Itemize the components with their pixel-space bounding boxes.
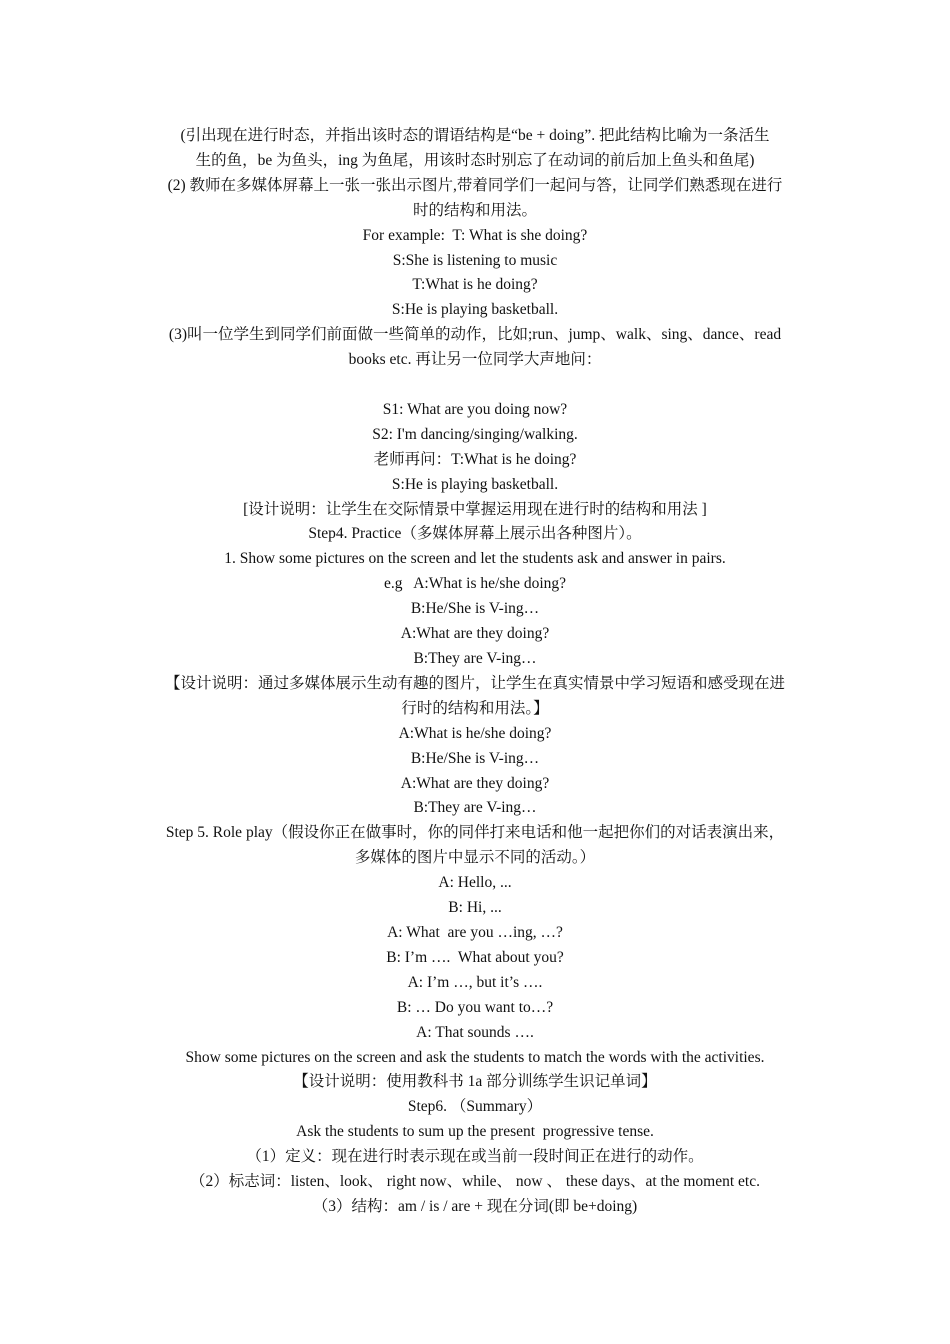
text-line: S:He is playing basketball. bbox=[391, 475, 559, 493]
text-line: 时的结构和用法。 bbox=[412, 201, 537, 219]
text-line: 【设计说明：通过多媒体展示生动有趣的图片，让学生在真实情景中学习短语和感受现在进 bbox=[164, 674, 785, 692]
text-line: S2: I'm dancing/singing/walking. bbox=[372, 425, 578, 443]
text-line: books etc. 再让另一位同学大声地问： bbox=[348, 351, 602, 369]
text-line: Step6. （Summary） bbox=[407, 1098, 543, 1116]
text-line: 行时的结构和用法。】 bbox=[401, 699, 549, 717]
text-line: A:What are they doing? bbox=[400, 625, 550, 643]
text-line: 【设计说明：使用教科书 1a 部分训练学生识记单词】 bbox=[293, 1073, 657, 1091]
text-line: A:What is he/she doing? bbox=[398, 724, 552, 742]
text-line: （3）结构：am / is / are + 现在分词(即 be+doing) bbox=[312, 1197, 638, 1215]
text-line: B: Hi, ... bbox=[448, 899, 502, 917]
text-line: （2）标志词：listen、look、 right now、while、 now 、 these days、at the moment etc. bbox=[190, 1173, 760, 1191]
text-line: e.g A:What is he/she doing? bbox=[383, 575, 567, 593]
text-line: （1）定义：现在进行时表示现在或当前一段时间正在进行的动作。 bbox=[246, 1148, 704, 1166]
text-line: S:She is listening to music bbox=[392, 251, 558, 269]
text-line: B: … Do you want to…? bbox=[396, 998, 554, 1016]
text-line: S:He is playing basketball. bbox=[391, 301, 559, 319]
text-line: Ask the students to sum up the present progressive tense. bbox=[296, 1123, 654, 1141]
text-line: A: I’m …, but it’s …. bbox=[407, 973, 543, 991]
text-line: For example: T: What is she doing? bbox=[362, 226, 588, 244]
text-line: A: Hello, ... bbox=[438, 874, 512, 892]
text-line: Step4. Practice（多媒体屏幕上展示出各种图片）。 bbox=[308, 525, 642, 543]
text-line: 多媒体的图片中显示不同的活动。） bbox=[354, 849, 596, 867]
text-line: (2) 教师在多媒体屏幕上一张一张出示图片,带着同学们一起问与答，让同学们熟悉现在进行 bbox=[167, 176, 783, 194]
text-line: Step 5. Role play（假设你正在做事时，你的同伴打来电话和他一起把你们的对话表演出来， bbox=[165, 824, 785, 842]
text-line bbox=[140, 373, 810, 398]
text-line: B:They are V-ing… bbox=[413, 799, 537, 817]
text-line: 老师再问：T:What is he doing? bbox=[373, 450, 577, 468]
text-line: T:What is he doing? bbox=[412, 276, 538, 294]
text-line: Show some pictures on the screen and ask the students to match the words with the activities. bbox=[185, 1048, 765, 1066]
text-line: B:He/She is V-ing… bbox=[410, 749, 540, 767]
text-line: B:He/She is V-ing… bbox=[410, 600, 540, 618]
text-line: A: That sounds …. bbox=[416, 1023, 534, 1041]
text-line: [设计说明：让学生在交际情景中掌握运用现在进行时的结构和用法 ] bbox=[243, 500, 707, 518]
text-line: B:They are V-ing… bbox=[413, 650, 537, 668]
text-line: 1. Show some pictures on the screen and let the students ask and answer in pairs. bbox=[224, 550, 726, 568]
text-line: (3)叫一位学生到同学们前面做一些简单的动作，比如;run、jump、walk、sing、dance、read bbox=[168, 326, 782, 344]
text-line: A: What are you …ing, …? bbox=[387, 923, 563, 941]
text-line: 生的鱼，be 为鱼头，ing 为鱼尾，用该时态时别忘了在动词的前后加上鱼头和鱼尾) bbox=[195, 151, 755, 169]
text-line: A:What are they doing? bbox=[400, 774, 550, 792]
text-line: (引出现在进行时态，并指出该时态的谓语结构是“be + doing”. 把此结构比喻为一条活生 bbox=[180, 127, 770, 144]
text-line: B: I’m …. What about you? bbox=[386, 948, 564, 966]
document-page bbox=[140, 124, 810, 1220]
text-line: S1: What are you doing now? bbox=[382, 400, 568, 418]
